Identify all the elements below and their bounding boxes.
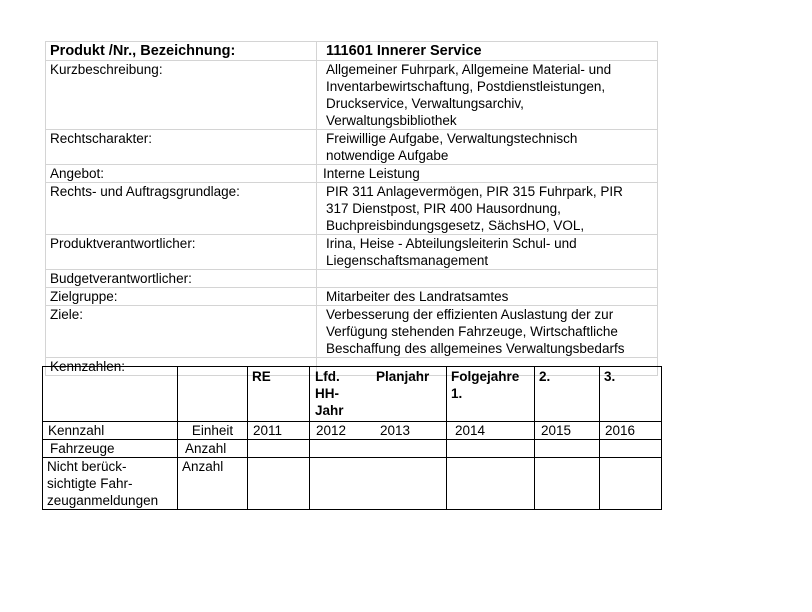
year-2015: 2015 bbox=[535, 422, 600, 440]
row-label: Budgetverantwortlicher: bbox=[46, 270, 317, 288]
row-einheit: Anzahl bbox=[178, 458, 248, 510]
cell-empty bbox=[535, 458, 600, 510]
row-value bbox=[317, 130, 658, 165]
row-kennzahl: Fahrzeuge bbox=[43, 440, 178, 458]
text-line: Allgemeiner Fuhrpark, Allgemeine Material- und Inventarbewirtschaftung, Postdienstleistungen, Druckservice, Verwaltungsarchiv, Verwaltungsbibliothek bbox=[326, 62, 612, 128]
row-kennzahl: Nicht berück- sichtigte Fahr- zeuganmeldungen bbox=[43, 458, 178, 510]
year-einheit: Einheit bbox=[178, 422, 248, 440]
year-2013: 2013 bbox=[380, 423, 411, 438]
cell-empty bbox=[248, 440, 310, 458]
row-label: Angebot: bbox=[46, 165, 317, 183]
product-table bbox=[45, 41, 658, 376]
row-value bbox=[317, 306, 658, 358]
year-2016: 2016 bbox=[600, 422, 662, 440]
row-value: Interne Leistung bbox=[317, 165, 658, 183]
row-value bbox=[317, 61, 658, 130]
row-value bbox=[317, 235, 658, 270]
header-planjahr: Planjahr bbox=[376, 369, 430, 384]
row-label: Rechtscharakter: bbox=[46, 130, 317, 165]
row-label: Ziele: bbox=[46, 306, 317, 358]
year-2012-2013 bbox=[310, 422, 447, 440]
cell-empty bbox=[447, 458, 535, 510]
year-2014: 2014 bbox=[447, 422, 535, 440]
cell-empty bbox=[600, 440, 662, 458]
row-einheit: Anzahl bbox=[178, 440, 248, 458]
product-header-label: Produkt /Nr., Bezeichnung: bbox=[46, 42, 317, 61]
product-header-value: 111601 Innerer Service bbox=[317, 42, 658, 61]
header-second: 2. bbox=[535, 367, 600, 422]
row-value bbox=[317, 270, 658, 288]
year-2012: 2012 bbox=[316, 423, 347, 438]
text-line: Verbesserung der effizienten Auslastung der zur Verfügung stehenden Fahrzeuge, Wirtschaftliche Beschaffung des allgemeines Verwaltungsbedarfs bbox=[326, 307, 625, 356]
header-blank bbox=[178, 367, 248, 422]
year-2011: 2011 bbox=[248, 422, 310, 440]
cell-empty bbox=[600, 458, 662, 510]
cell-empty bbox=[535, 440, 600, 458]
cell-empty bbox=[310, 458, 447, 510]
header-re: RE bbox=[248, 367, 310, 422]
header-blank bbox=[43, 367, 178, 422]
header-third: 3. bbox=[600, 367, 662, 422]
row-label: Kurzbeschreibung: bbox=[46, 61, 317, 130]
header-folgejahre: Folgejahre 1. bbox=[447, 367, 535, 422]
header-lfd: Lfd. HH- Jahr bbox=[315, 369, 344, 418]
kennzahlen-table bbox=[42, 366, 662, 510]
row-label: Produktverantwortlicher: bbox=[46, 235, 317, 270]
cell-empty bbox=[310, 440, 447, 458]
row-value bbox=[317, 183, 658, 235]
header-lfd-planjahr bbox=[310, 367, 447, 422]
text-line: Freiwillige Aufgabe, Verwaltungstechnisch notwendige Aufgabe bbox=[326, 131, 578, 163]
row-label: Zielgruppe: bbox=[46, 288, 317, 306]
text-line: PIR 311 Anlagevermögen, PIR 315 Fuhrpark, PIR 317 Dienstpost, PIR 400 Hausordnung, Buchpreisbindungsgesetz, SächsHO, VOL, bbox=[326, 184, 623, 233]
cell-empty bbox=[447, 440, 535, 458]
row-label: Rechts- und Auftragsgrundlage: bbox=[46, 183, 317, 235]
text-line: Irina, Heise - Abteilungsleiterin Schul- und Liegenschaftsmanagement bbox=[326, 236, 577, 268]
row-value: Mitarbeiter des Landratsamtes bbox=[317, 288, 658, 306]
cell-empty bbox=[248, 458, 310, 510]
row-label: Kennzahlen: bbox=[46, 358, 317, 376]
year-kennzahl: Kennzahl bbox=[43, 422, 178, 440]
